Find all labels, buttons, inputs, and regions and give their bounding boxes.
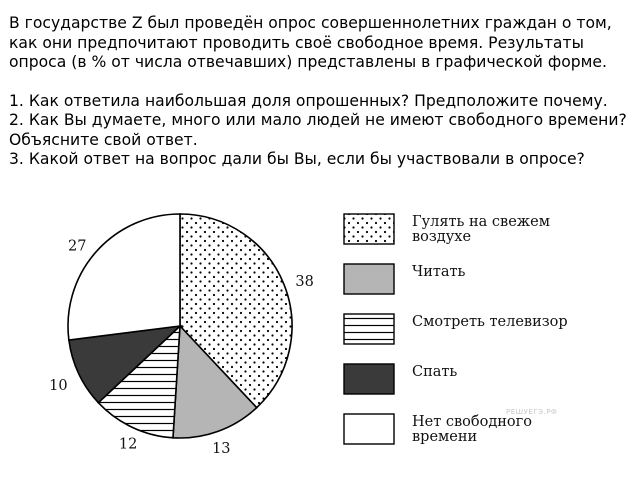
- pie-value-label-reading: 13: [212, 440, 231, 457]
- pie-slices: [68, 214, 292, 438]
- legend-swatch-sleep: [344, 364, 394, 394]
- legend-swatch-no-time: [344, 414, 394, 444]
- question-3: 3. Какой ответ на вопрос дали бы Вы, если бы участвовали в опросе?: [9, 150, 585, 168]
- question-1: 1. Как ответила наибольшая доля опрошенных? Предположите почему.: [9, 91, 608, 110]
- legend-swatch-tv: [344, 314, 394, 344]
- legend-label-sleep: Спать: [412, 364, 458, 380]
- legend-swatch-reading: [344, 264, 394, 294]
- legend-label-no-time: Нет свободного времени: [412, 414, 532, 445]
- pie-value-label-outdoor: 38: [295, 274, 314, 291]
- legend-label-tv: Смотреть телевизор: [412, 314, 568, 330]
- legend-label-outdoor: Гулять на свежем воздухе: [412, 214, 550, 245]
- pie-value-label-no-time: 27: [68, 238, 87, 255]
- watermark: РЕШУЕГЭ.РФ: [506, 408, 558, 416]
- pie-slice-no-time: [68, 214, 180, 340]
- legend-swatch-outdoor: [344, 214, 394, 244]
- pie-value-label-sleep: 10: [49, 377, 68, 394]
- intro-paragraph: В государстве Z был проведён опрос совершеннолетних граждан о том, как они предпочитают проводить своё свободное время. Результаты опроса (в % от числа отвечавших) представлены в графической форме.: [9, 14, 612, 71]
- legend-swatches: [344, 214, 394, 444]
- pie-value-label-tv: 12: [118, 436, 138, 453]
- question-2: 2. Как Вы думаете, много или мало людей не имеют свободного времени? Объясните свой ответ.: [9, 111, 627, 149]
- legend-label-reading: Читать: [412, 264, 466, 280]
